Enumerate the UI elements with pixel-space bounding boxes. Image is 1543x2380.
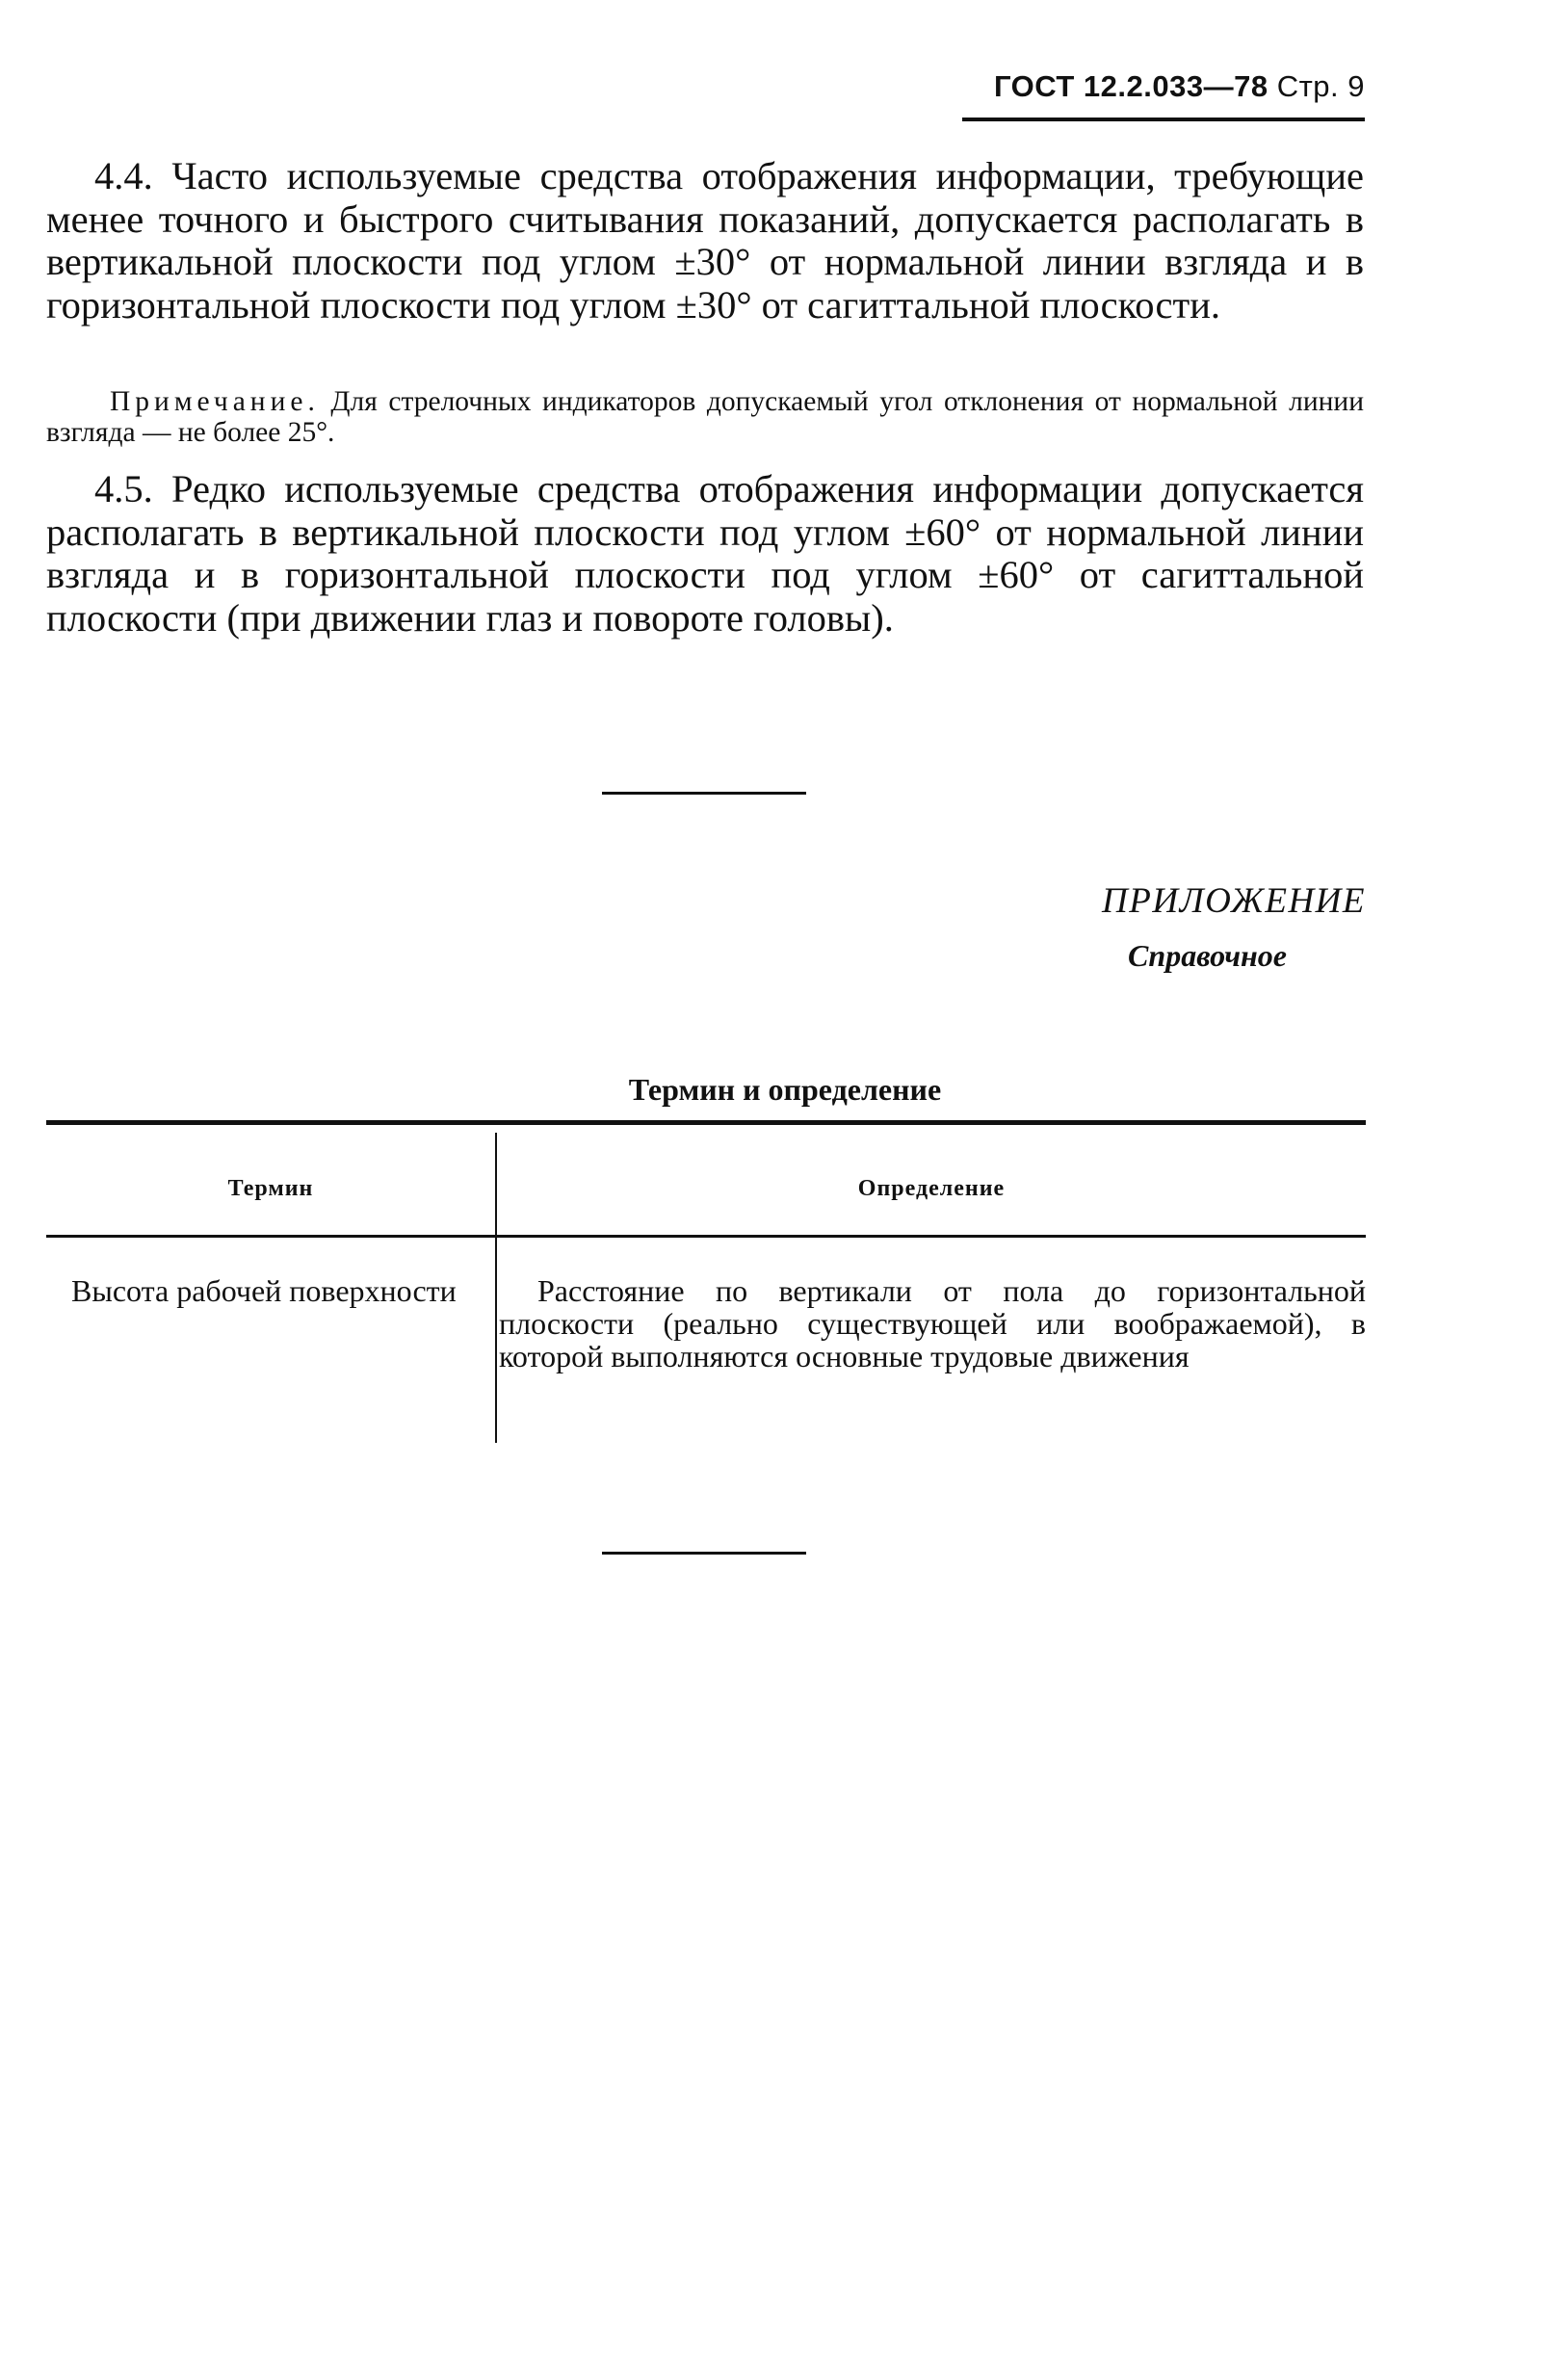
table-top-rule	[46, 1120, 1366, 1125]
section-divider	[602, 792, 806, 795]
table-caption: Термин и определение	[628, 1072, 942, 1107]
note	[46, 386, 1364, 448]
column-divider	[495, 1133, 497, 1443]
page-number: Стр. 9	[1276, 69, 1365, 103]
paragraph-number: 4.4.	[94, 154, 153, 197]
table-cell-term: Высота рабочей поверхности	[71, 1273, 457, 1308]
page-header	[962, 69, 1365, 104]
terms-table	[46, 1120, 1366, 1448]
paragraph-4-4	[46, 155, 1364, 327]
appendix-title: ПРИЛОЖЕНИЕ	[1102, 881, 1366, 921]
table-cell-definition: Расстояние по вертикали от пола до горизонтальной плоскости (реально существующей или воображаемой), в которой выполняются основные трудовые движения	[499, 1273, 1366, 1373]
header-rule	[962, 118, 1365, 121]
paragraph-4-5	[46, 468, 1364, 640]
column-header-definition: Определение	[857, 1176, 1006, 1201]
standard-number: ГОСТ 12.2.033—78	[993, 69, 1268, 103]
table-header-rule	[46, 1235, 1366, 1238]
paragraph-text: Часто используемые средства отображения информации, требующие менее точного и быстрого считывания показаний, допускается располагать в вертикальной плоскости под углом ±30° от нормальной линии взгляда и в горизонтальной плоскости под углом ±30° от сагиттальной плоскости.	[46, 154, 1365, 327]
note-label: Примечание.	[110, 386, 320, 417]
note-text: Для стрелочных индикаторов допускаемый угол отклонения от нормальной линии взгляда — не более 25°.	[46, 386, 1365, 448]
appendix-subtitle: Справочное	[1128, 938, 1287, 973]
paragraph-text: Редко используемые средства отображения информации допускается располагать в вертикальной плоскости под углом ±60° от нормальной линии взгляда и в горизонтальной плоскости под углом ±60° от сагиттальной плоскости (при движении глаз и повороте головы).	[46, 467, 1364, 640]
end-divider	[602, 1552, 806, 1555]
paragraph-number: 4.5.	[94, 467, 153, 510]
column-header-term: Термин	[227, 1176, 314, 1201]
